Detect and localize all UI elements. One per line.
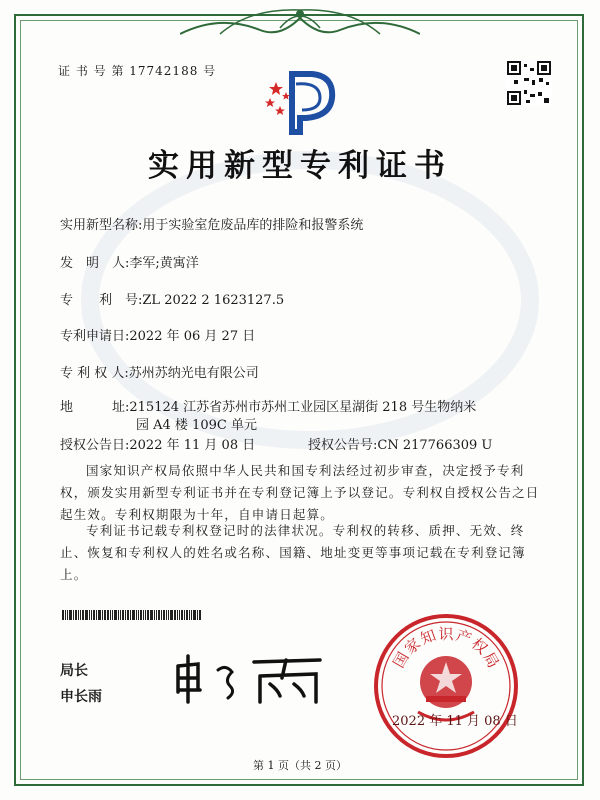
grant-date-label: 授权公告日: (60, 438, 130, 453)
application-date-label: 专利申请日: (60, 329, 130, 344)
seal-character: 知 (418, 626, 439, 649)
certificate-title: 实用新型专利证书 (148, 148, 452, 184)
patent-number-row (60, 289, 284, 308)
director-name: 申长雨 (60, 689, 102, 705)
official-seal-icon (372, 612, 520, 760)
seal-character: 产 (453, 626, 474, 649)
seal-character: 国 (389, 648, 413, 672)
seal-character: 识 (438, 625, 454, 643)
director-title: 局长 (60, 663, 88, 679)
grant-number-value: CN 217766309 U (377, 438, 493, 453)
inventor-row (60, 252, 199, 271)
application-date-row (60, 325, 255, 344)
seal-character: 局 (479, 648, 503, 672)
grant-date-value: 2022 年 11 月 08 日 (129, 438, 256, 453)
cnipa-logo-icon (262, 66, 346, 136)
legal-paragraph-2: 专利证书记载专利权登记时的法律状况。专利权的转移、质押、无效、终止、恢复和专利权人的姓名或名称、国籍、地址变更等事项记载在专利登记簿上。 (60, 523, 526, 582)
barcode-icon (62, 610, 262, 620)
address-row (60, 396, 476, 415)
qr-code-icon (506, 60, 552, 106)
certificate-number: 证 书 号 第 17742188 号 (58, 64, 217, 78)
address-label: 地 址: (60, 400, 130, 415)
utility-name-value: 用于实验室危废品库的排险和报警系统 (142, 218, 364, 233)
patentee-label: 专 利 权 人: (60, 366, 129, 381)
utility-name-label: 实用新型名称: (60, 218, 143, 233)
handwritten-signature-icon (170, 648, 330, 708)
inventor-value: 李军;黄寓洋 (129, 256, 199, 271)
utility-name-row (60, 214, 363, 233)
top-ornament-icon (180, 4, 420, 40)
address-value-line1: 215124 江苏省苏州市苏州工业园区星湖街 218 号生物纳米 (129, 400, 477, 415)
application-date-value: 2022 年 06 月 27 日 (129, 329, 256, 344)
patentee-value: 苏州苏纳光电有限公司 (128, 366, 259, 381)
seal-character: 家 (401, 634, 425, 658)
legal-paragraph-1: 国家知识产权局依照中华人民共和国专利法经过初步审查，决定授予专利权，颁发实用新型专利证书并在专利登记簿上予以登记。专利权自授权公告之日起生效。专利权期限为十年，自申请日起算。 (60, 463, 540, 522)
grant-number-row (308, 434, 492, 453)
patent-number-value: ZL 2022 2 1623127.5 (142, 293, 285, 308)
address-value-line2: 园 A4 楼 109C 单元 (136, 418, 257, 433)
grant-number-label: 授权公告号: (308, 438, 378, 453)
patentee-row (60, 362, 259, 381)
patent-number-label: 专 利 号: (60, 293, 143, 308)
page-footer: 第 1 页（共 2 页） (253, 759, 347, 772)
grant-date-row (60, 434, 255, 453)
seal-date: 2022 年 11 月 08 日 (392, 714, 518, 729)
seal-character: 权 (467, 634, 491, 658)
inventor-label: 发 明 人: (60, 256, 130, 271)
